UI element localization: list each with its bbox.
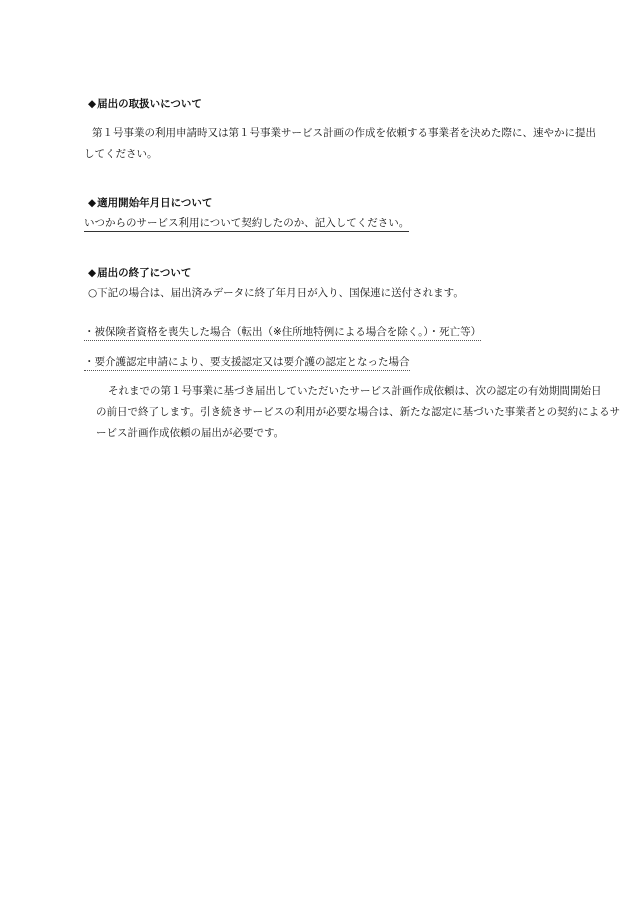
- handling-text-line-2: してください。: [84, 148, 158, 160]
- termination-intro: ○下記の場合は、届出済みデータに終了年月日が入り、国保連に送付されます。: [88, 287, 464, 299]
- case-1-text: ・被保険者資格を喪失した場合（転出（※住所地特例による場合を除く。）・死亡等）: [84, 326, 481, 341]
- diamond-bullet-icon: ◆: [88, 267, 97, 279]
- section-heading-termination: [88, 268, 191, 279]
- case-2-text: ・要介護認定申請により、要支援認定又は要介護の認定となった場合: [84, 356, 410, 371]
- termination-note-line-3: ービス計画作成依頼の届出が必要です。: [96, 427, 285, 439]
- section-heading-start-date: [88, 198, 212, 209]
- termination-case-1: [84, 327, 481, 338]
- handling-text-line-1: 第１号事業の利用申請時又は第１号事業サービス計画の作成を依頼する事業者を決めた際に、速やかに提出: [92, 127, 596, 139]
- diamond-bullet-icon: ◆: [88, 197, 97, 209]
- heading-text: 届出の取扱いについて: [97, 98, 202, 110]
- diamond-bullet-icon: ◆: [88, 98, 97, 110]
- termination-note-line-1: それまでの第１号事業に基づき届出していただいたサービス計画作成依頼は、次の認定の有効期間開始日: [108, 385, 602, 397]
- heading-text: 適用開始年月日について: [97, 197, 213, 209]
- section-heading-handling: [88, 99, 202, 110]
- heading-text: 届出の終了について: [97, 267, 192, 279]
- termination-note-line-2: の前日で終了します。引き続きサービスの利用が必要な場合は、新たな認定に基づいた事業者との契約によるサ: [96, 406, 621, 418]
- start-date-text-underlined: いつからのサービス利用について契約したのか、記入してください。: [84, 217, 409, 232]
- termination-case-2: [84, 357, 410, 368]
- start-date-text: [84, 218, 409, 229]
